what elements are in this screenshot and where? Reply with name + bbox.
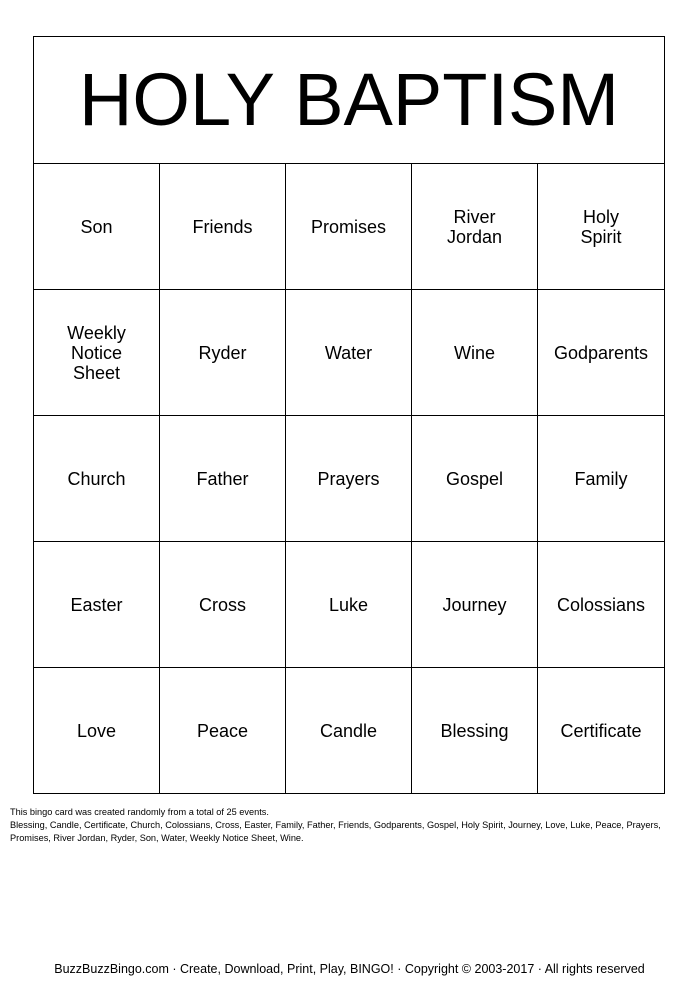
bingo-cell: Church [34, 416, 160, 542]
bingo-cell: Father [160, 416, 286, 542]
note-summary: This bingo card was created randomly from a total of 25 events. [10, 807, 269, 817]
copyright-footer: BuzzBuzzBingo.com · Create, Download, Print, Play, BINGO! · Copyright © 2003-2017 · All rights reserved [54, 962, 645, 976]
note-events-line: Blessing, Candle, Certificate, Church, Colossians, Cross, Easter, Family, Father, Friends, Godparents, Gospel, Holy Spirit, Journey, Love, Luke, Peace, Prayers, [10, 820, 661, 830]
bingo-cell: Son [34, 164, 160, 290]
card-title: HOLY BAPTISM [34, 37, 664, 164]
bingo-cell: Journey [412, 542, 538, 668]
bingo-grid [34, 164, 664, 794]
bingo-cell: Prayers [286, 416, 412, 542]
note-events-line: Promises, River Jordan, Ryder, Son, Water, Weekly Notice Sheet, Wine. [10, 833, 304, 843]
bingo-cell: Cross [160, 542, 286, 668]
bingo-cell: Love [34, 668, 160, 794]
bingo-cell: Promises [286, 164, 412, 290]
bingo-cell: Certificate [560, 721, 642, 741]
bingo-cell: Peace [160, 668, 286, 794]
bingo-cell: Candle [286, 668, 412, 794]
bingo-cell: Colossians [538, 542, 664, 668]
bingo-cell: Holy Spirit [538, 164, 664, 290]
bingo-cell: River Jordan [412, 164, 538, 290]
bingo-cell: Family [538, 416, 664, 542]
bingo-cell: Blessing [412, 668, 538, 794]
bingo-cell: Luke [286, 542, 412, 668]
bingo-cell: Wine [412, 290, 538, 416]
bingo-cell: Ryder [160, 290, 286, 416]
bingo-cell: Godparents [538, 290, 664, 416]
bingo-cell: Water [286, 290, 412, 416]
bingo-card [33, 36, 665, 794]
bingo-cell: Friends [160, 164, 286, 290]
bingo-cell: Gospel [412, 416, 538, 542]
bingo-cell: Weekly Notice Sheet [34, 290, 160, 416]
bingo-cell: Easter [34, 542, 160, 668]
event-list-note [10, 806, 690, 845]
